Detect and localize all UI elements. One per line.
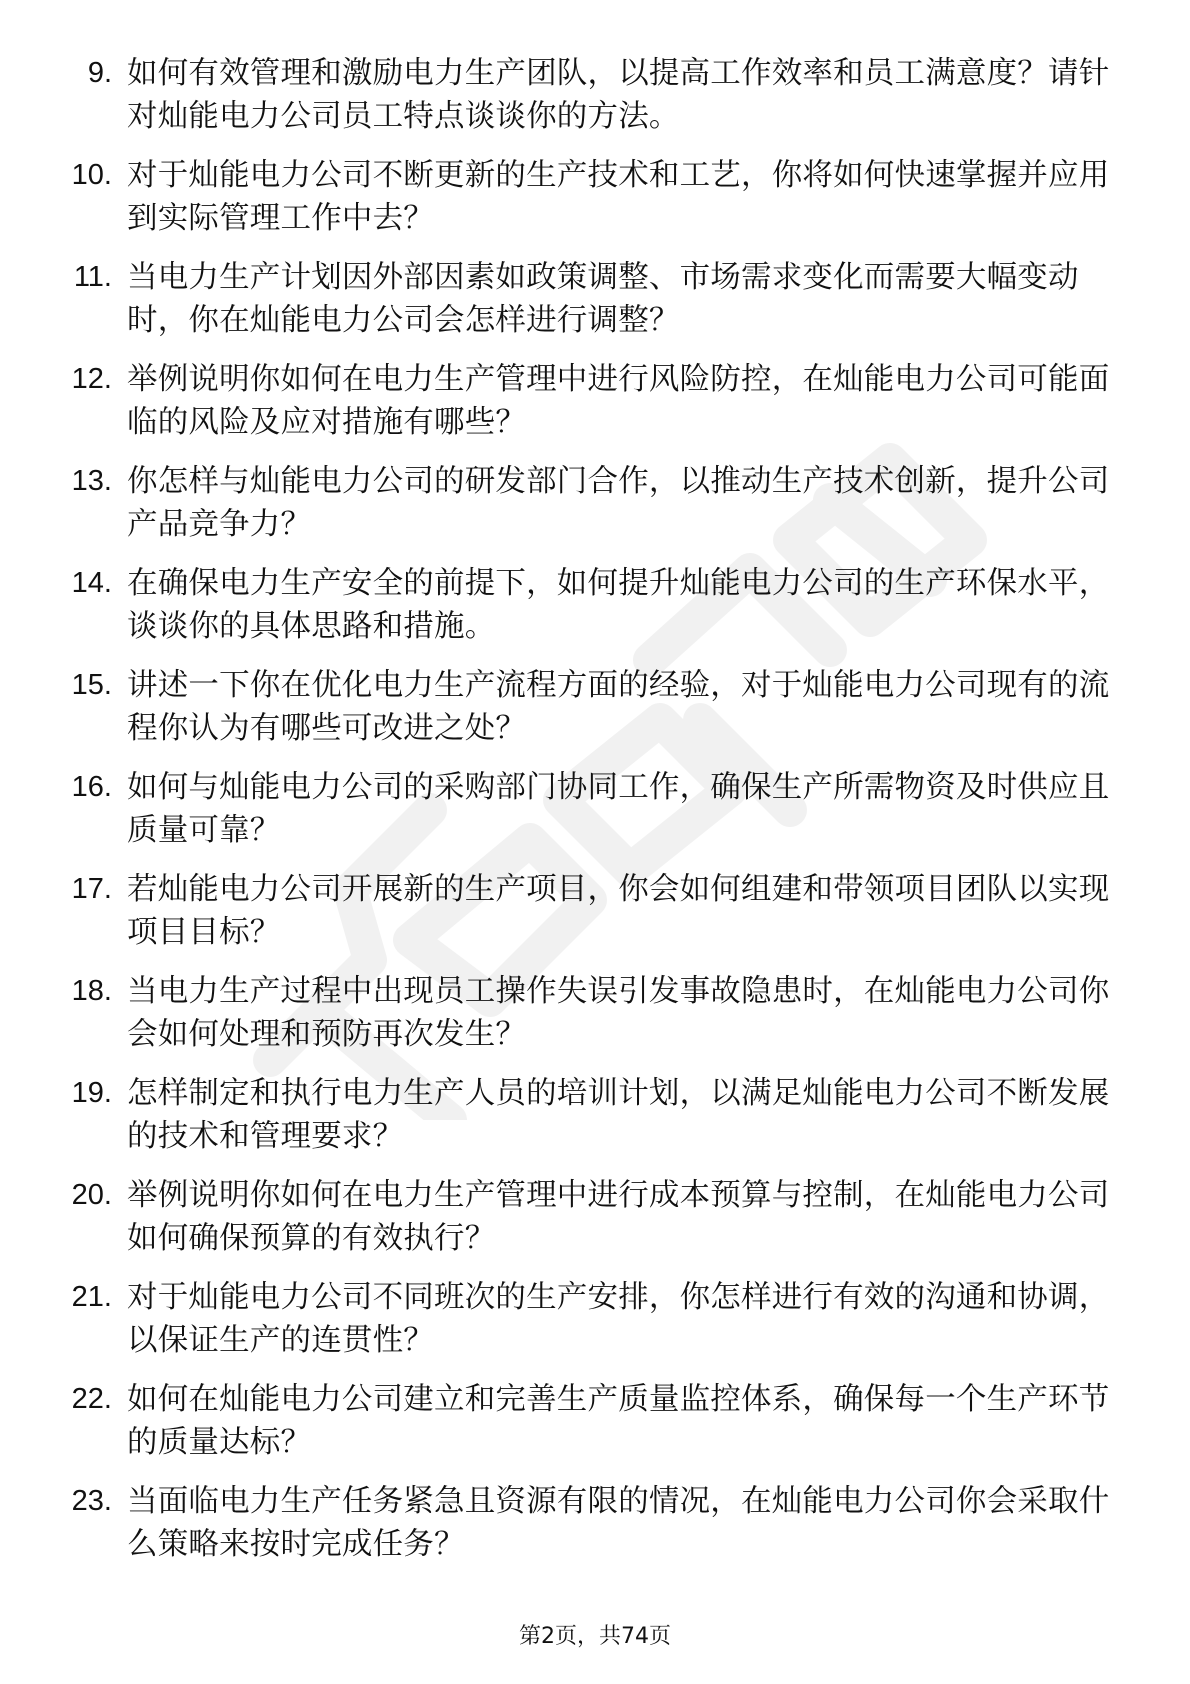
list-item <box>0 1072 1190 1174</box>
list-item <box>0 358 1190 460</box>
question-text: 对于灿能电力公司不同班次的生产安排，你怎样进行有效的沟通和协调，以保证生产的连贯性？ <box>127 1280 1110 1358</box>
question-number: 23. <box>71 1485 112 1517</box>
question-number: 18. <box>71 975 112 1007</box>
question-number: 19. <box>71 1077 112 1109</box>
list-item <box>0 1276 1190 1378</box>
question-number: 13. <box>71 465 112 497</box>
question-text: 当电力生产过程中出现员工操作失误引发事故隐患时，在灿能电力公司你会如何处理和预防再次发生？ <box>127 974 1110 1052</box>
list-item <box>0 664 1190 766</box>
question-number: 22. <box>71 1383 112 1415</box>
question-number: 21. <box>71 1281 112 1313</box>
question-text: 在确保电力生产安全的前提下，如何提升灿能电力公司的生产环保水平，谈谈你的具体思路和措施。 <box>127 566 1110 644</box>
question-text: 若灿能电力公司开展新的生产项目，你会如何组建和带领项目团队以实现项目目标？ <box>127 872 1110 950</box>
question-text: 怎样制定和执行电力生产人员的培训计划，以满足灿能电力公司不断发展的技术和管理要求？ <box>127 1076 1110 1154</box>
question-text: 讲述一下你在优化电力生产流程方面的经验，对于灿能电力公司现有的流程你认为有哪些可改进之处？ <box>127 668 1110 746</box>
question-list <box>0 52 1190 1582</box>
list-item <box>0 562 1190 664</box>
list-item <box>0 766 1190 868</box>
question-number: 16. <box>71 771 112 803</box>
list-item <box>0 256 1190 358</box>
list-item <box>0 970 1190 1072</box>
question-number: 9. <box>87 57 112 89</box>
list-item <box>0 460 1190 562</box>
page-footer: 第2页，共74页 <box>519 1624 671 1649</box>
question-text: 如何与灿能电力公司的采购部门协同工作，确保生产所需物资及时供应且质量可靠？ <box>127 770 1110 848</box>
list-item <box>0 1174 1190 1276</box>
list-item <box>0 1378 1190 1480</box>
list-item <box>0 868 1190 970</box>
question-text: 你怎样与灿能电力公司的研发部门合作，以推动生产技术创新，提升公司产品竞争力？ <box>127 464 1110 542</box>
question-number: 12. <box>71 363 112 395</box>
question-number: 20. <box>71 1179 112 1211</box>
question-text: 当面临电力生产任务紧急且资源有限的情况，在灿能电力公司你会采取什么策略来按时完成任务？ <box>127 1484 1110 1562</box>
question-text: 对于灿能电力公司不断更新的生产技术和工艺，你将如何快速掌握并应用到实际管理工作中去？ <box>127 158 1110 236</box>
question-number: 10. <box>71 159 112 191</box>
question-number: 14. <box>71 567 112 599</box>
list-item <box>0 52 1190 154</box>
question-text: 举例说明你如何在电力生产管理中进行风险防控，在灿能电力公司可能面临的风险及应对措施有哪些？ <box>127 362 1110 440</box>
list-item <box>0 154 1190 256</box>
question-text: 举例说明你如何在电力生产管理中进行成本预算与控制，在灿能电力公司如何确保预算的有效执行？ <box>127 1178 1110 1256</box>
question-number: 11. <box>73 261 112 293</box>
list-item <box>0 1480 1190 1582</box>
question-text: 当电力生产计划因外部因素如政策调整、市场需求变化而需要大幅变动时，你在灿能电力公司会怎样进行调整？ <box>127 260 1079 338</box>
question-number: 17. <box>71 873 112 905</box>
question-text: 如何有效管理和激励电力生产团队，以提高工作效率和员工满意度？请针对灿能电力公司员工特点谈谈你的方法。 <box>127 56 1110 134</box>
question-text: 如何在灿能电力公司建立和完善生产质量监控体系，确保每一个生产环节的质量达标？ <box>127 1382 1110 1460</box>
question-number: 15. <box>71 669 112 701</box>
